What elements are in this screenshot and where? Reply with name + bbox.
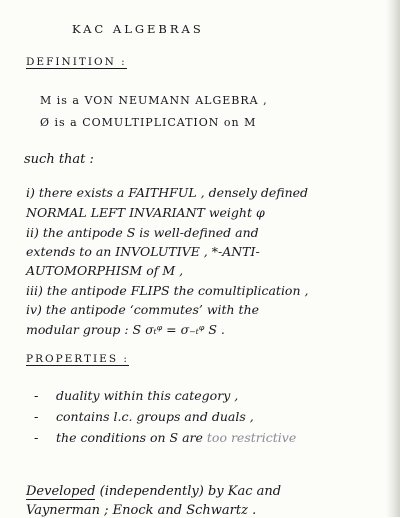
definition-line-1: M is a VON NEUMANN ALGEBRA ,	[40, 94, 268, 107]
condition-line: i) there exists a FAITHFUL , densely defined	[26, 185, 309, 200]
condition-line: AUTOMORPHISM of M ,	[26, 263, 184, 278]
developed-label: Developed	[26, 484, 96, 499]
definition-line-2: Ø is a COMULTIPLICATION on M	[40, 116, 257, 129]
scan-edge-shadow	[386, 0, 400, 517]
bullet-dash: -	[34, 410, 39, 425]
condition-line: iii) the antipode FLIPS the comultiplication ,	[26, 283, 309, 298]
bullet-dash: -	[34, 431, 39, 446]
condition-line: extends to an INVOLUTIVE , *-ANTI-	[26, 244, 260, 259]
property-item: duality within this category ,	[56, 388, 239, 403]
bullet-dash: -	[34, 389, 39, 404]
faded-annotation: too restrictive	[206, 430, 297, 445]
properties-heading: PROPERTIES :	[26, 353, 129, 365]
condition-line: ii) the antipode S is well-defined and	[26, 225, 259, 240]
footer-line-2: Vaynerman ; Enock and Schwartz .	[26, 503, 257, 518]
condition-line: iv) the antipode ‘commutes’ with the	[26, 302, 260, 317]
page-title: KAC ALGEBRAS	[72, 22, 204, 36]
condition-line: NORMAL LEFT INVARIANT weight φ	[26, 205, 265, 220]
property-item: contains l.c. groups and duals ,	[56, 409, 254, 424]
property-item	[56, 430, 296, 445]
definition-heading: DEFINITION :	[26, 56, 127, 68]
condition-line: modular group : S σₜᵠ = σ₋ₜᵠ S .	[26, 322, 225, 337]
footer-text-1: (independently) by Kac and	[99, 484, 282, 499]
property-item-text: the conditions on S are	[56, 430, 207, 445]
such-that-label: such that :	[24, 152, 94, 167]
footer-line-1	[26, 484, 281, 499]
